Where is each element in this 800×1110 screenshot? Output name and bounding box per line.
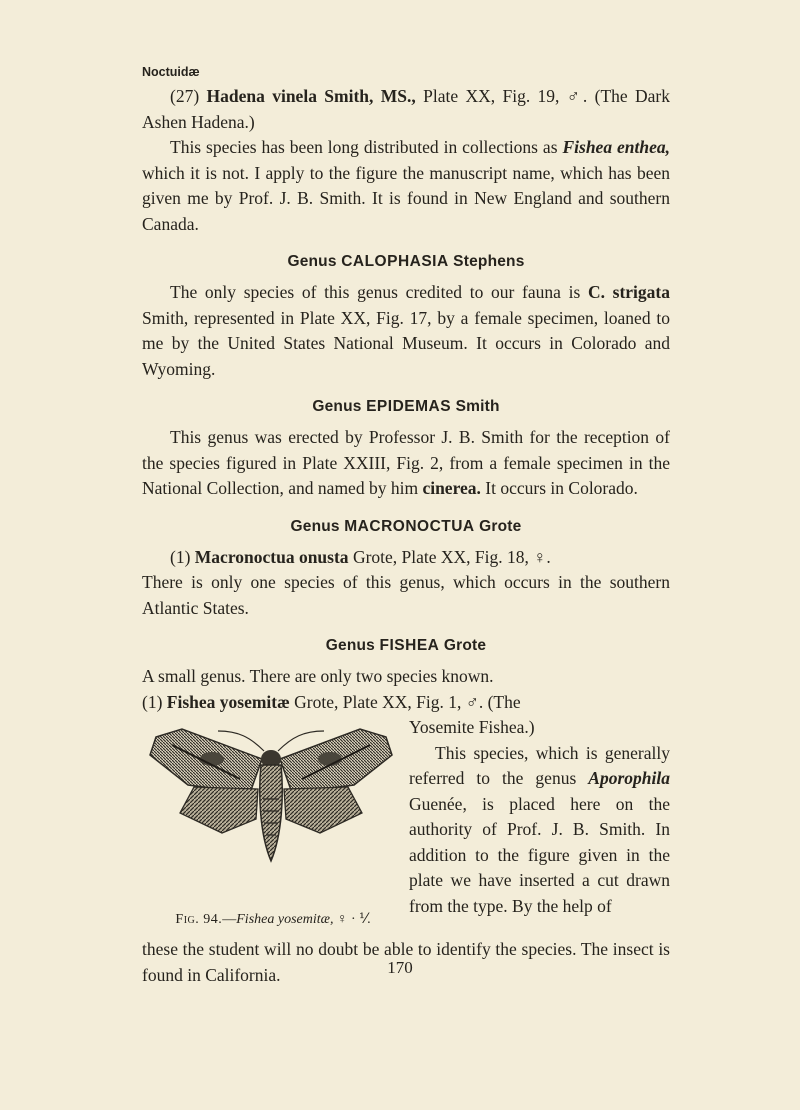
right-hindwing xyxy=(284,787,362,833)
heading-prefix: Genus xyxy=(325,637,380,654)
running-head: Noctuidæ xyxy=(142,65,200,79)
paragraph-calophasia xyxy=(142,280,670,382)
side-line-common-name: Yosemite Fishea.) xyxy=(409,717,535,737)
left-hindwing xyxy=(180,787,258,833)
text-segment: This species has been long distributed in collections as xyxy=(170,137,563,157)
entry-fishea-yosemitae xyxy=(142,690,670,716)
text-segment: This genus was erected by Professor J. B. Smith for the reception of the species figured in Plate XXIII, Fig. 2, from a female specimen in the National Collection, and named by him xyxy=(142,427,670,498)
species-name-fishea-yosemitae: Fishea yosemitæ xyxy=(166,691,290,712)
species-name-fishea-enthea: Fishea enthea, xyxy=(562,137,670,157)
heading-prefix: Genus xyxy=(290,517,345,535)
heading-author: Stephens xyxy=(448,253,525,270)
heading-author: Grote xyxy=(439,637,487,654)
figure-94 xyxy=(142,715,404,911)
moth-illustration xyxy=(142,715,404,911)
figure-side-text xyxy=(409,715,670,919)
heading-author: Smith xyxy=(451,398,500,415)
species-name-hadena-vinela: Hadena vinela Smith, MS., xyxy=(206,86,416,106)
heading-genus-name: FISHEA xyxy=(379,637,440,654)
text-segment: The only species of this genus credited to our fauna is xyxy=(170,282,588,302)
figure-block xyxy=(142,715,670,937)
species-name-macronoctua-onusta: Macronoctua onusta xyxy=(194,546,349,567)
entry-details: Plate XX, Fig. 19, ♂. (The Dark Ashen Hadena.) xyxy=(142,86,670,132)
entry-number: (1) xyxy=(142,691,167,712)
entry-details: Grote, Plate XX, Fig. 1, ♂. (The xyxy=(289,691,521,712)
entry-number: (27) xyxy=(170,86,207,106)
species-name-c-strigata: C. strigata xyxy=(587,282,670,302)
paragraph-fishea-intro: A small genus. There are only two species known. xyxy=(142,666,494,686)
entry-macronoctua-onusta xyxy=(142,545,670,571)
text-segment: Smith, represented in Plate XX, Fig. 17, by a female specimen, loaned to me by the United States National Museum. It occurs in Colorado and Wyoming. xyxy=(142,307,670,379)
heading-genus-name: CALOPHASIA xyxy=(341,253,449,270)
figure-caption-dash: — xyxy=(222,912,237,927)
heading-author: Grote xyxy=(474,517,522,535)
heading-genus-fishea xyxy=(142,636,670,656)
heading-genus-name: MACRONOCTUA xyxy=(344,517,475,535)
heading-genus-name: EPIDEMAS xyxy=(366,398,452,415)
text-segment: It occurs in Colorado. xyxy=(480,478,638,498)
species-name-cinerea: cinerea. xyxy=(422,478,481,498)
entry-details: Grote, Plate XX, Fig. 18, ♀. xyxy=(348,546,551,567)
entry-hadena-vinela xyxy=(142,84,670,135)
text-segment: which it is not. I apply to the figure the manuscript name, which has been given me by Prof. J. B. Smith. It is found in New England and southern Canada. xyxy=(142,162,670,234)
text-segment: Guenée, is placed here on the authority of Prof. J. B. Smith. In addition to the figure given in the plate we have inserted a cut drawn from the type. xyxy=(409,793,670,916)
figure-caption-label: Fig. 94. xyxy=(175,912,223,927)
text-segment: By the help of xyxy=(507,895,612,916)
text-segment: This species, which is generally referred to the genus xyxy=(409,742,670,788)
paragraph-macronoctua: There is only one species of this genus, which occurs in the southern Atlantic States. xyxy=(142,572,670,618)
moth-body xyxy=(260,765,283,861)
figure-caption xyxy=(142,911,404,929)
heading-genus-epidemas xyxy=(142,397,670,417)
figure-caption-name: Fishea yosemitæ, xyxy=(236,912,334,927)
paragraph-epidemas xyxy=(142,425,670,502)
figure-caption-scale: ♀ · ⅟. xyxy=(333,912,371,927)
page-number: 170 xyxy=(387,958,413,977)
entry-number: (1) xyxy=(170,546,195,567)
heading-prefix: Genus xyxy=(312,398,367,415)
heading-prefix: Genus xyxy=(287,253,342,270)
paragraph-fishea-description xyxy=(409,741,670,920)
genus-name-aporophila: Aporophila xyxy=(588,768,670,788)
paragraph-hadena-description xyxy=(142,135,670,237)
heading-genus-calophasia xyxy=(142,252,670,272)
heading-genus-macronoctua xyxy=(142,517,670,537)
page-body xyxy=(142,64,670,988)
paragraph-fishea-continuation: these the student will no doubt be able to identify the species. The insect is found in California. xyxy=(142,939,670,985)
